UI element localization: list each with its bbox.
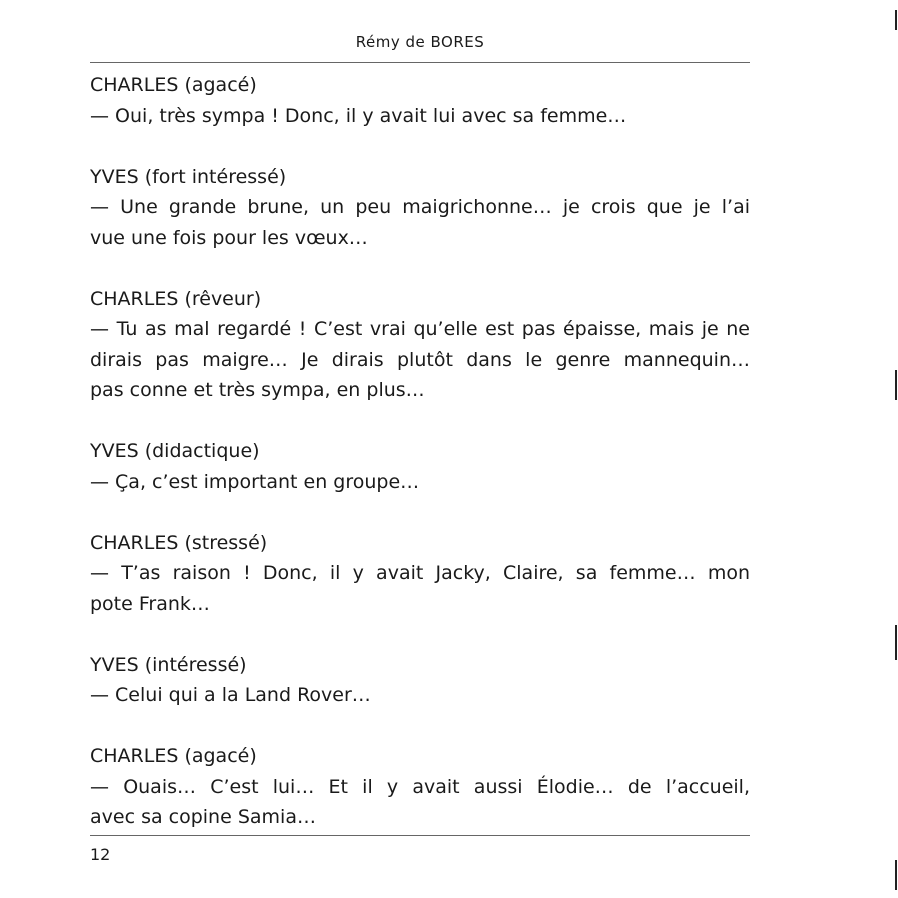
dialogue-line: dirais pas maigre… Je dirais plutôt dans le genre mannequin… [90,348,750,371]
dialogue-block [90,284,750,406]
dialogue-line: avec sa copine Samia… [90,806,316,828]
dialogue-line: — Oui, très sympa ! Donc, il y avait lui avec sa femme… [90,104,627,127]
dialogue-block [90,70,750,131]
running-head [90,33,750,51]
scan-edge-mark [895,860,897,890]
dialogue-line: — T’as raison ! Donc, il y avait Jacky, Claire, sa femme… mon [90,562,750,584]
speaker-cue: CHARLES (rêveur) [90,287,262,310]
scan-edge-mark [895,10,897,30]
dialogue-line: — Une grande brune, un peu maigrichonne… je crois que je l’ai [90,196,750,218]
dialogue-block [90,741,750,833]
author-name: Rémy de BORES [355,33,485,51]
speaker-cue: CHARLES (stressé) [90,531,268,554]
page-number: 12 [90,845,111,864]
dialogue-block [90,436,750,497]
dialogue-line: — Ouais… C’est lui… Et il y avait aussi Élodie… de l’accueil, [90,775,750,798]
speaker-cue: CHARLES (agacé) [90,745,257,767]
speaker-cue: YVES (intéressé) [90,653,247,676]
dialogue-block [90,162,750,254]
scan-edge-mark [895,370,897,400]
dialogue-line: — Tu as mal regardé ! C’est vrai qu’elle est pas épaisse, mais je ne [90,318,750,340]
speaker-cue: CHARLES (agacé) [90,74,257,96]
dialogue-line: vue une fois pour les vœux… [90,226,368,249]
speaker-cue: YVES (fort intéressé) [90,165,287,188]
dialogue-line: — Celui qui a la Land Rover… [90,684,371,706]
dialogue-block [90,528,750,620]
dialogue-block [90,650,750,711]
dialogue-text [90,70,750,833]
header-rule [90,62,750,63]
speaker-cue: YVES (didactique) [90,440,260,462]
scan-edge-mark [895,625,897,660]
footer-rule [90,835,750,836]
dialogue-line: pote Frank… [90,592,210,615]
dialogue-line: pas conne et très sympa, en plus… [90,379,425,401]
dialogue-line: — Ça, c’est important en groupe… [90,470,420,493]
